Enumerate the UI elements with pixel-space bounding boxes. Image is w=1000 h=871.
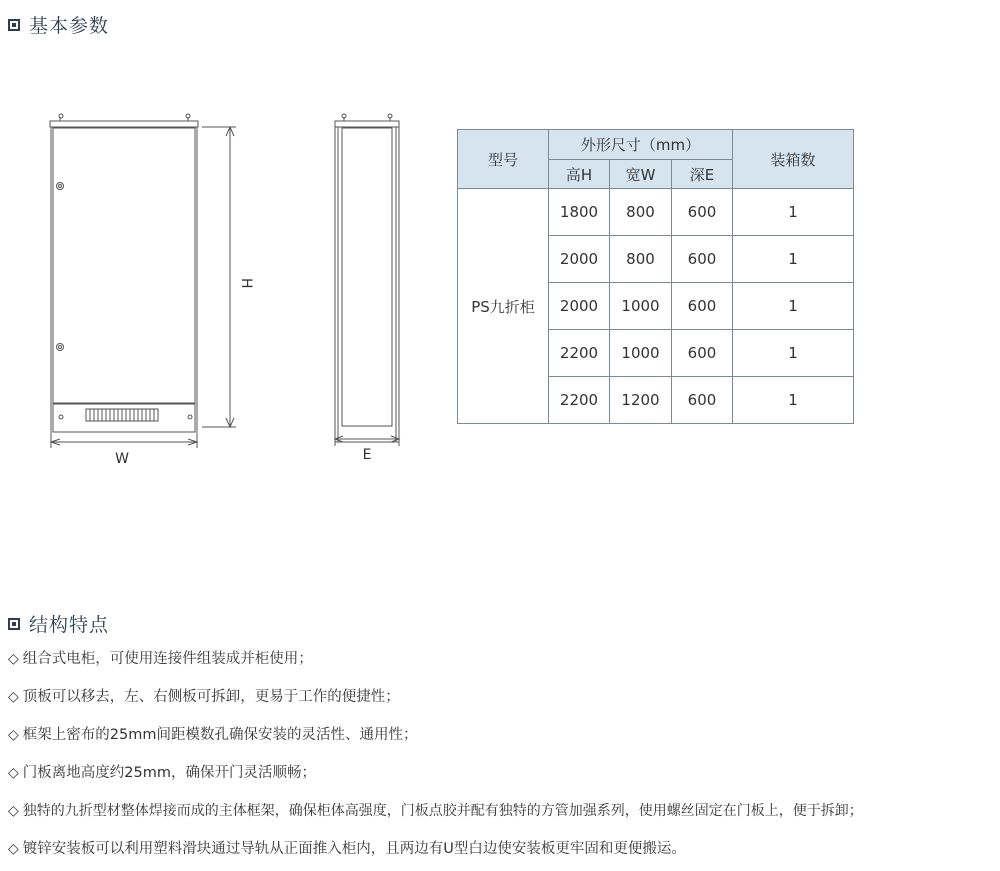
cell-depth: 600 — [672, 189, 733, 236]
cell-model: PS九折柜 — [458, 189, 549, 424]
subheader-height: 高H — [549, 160, 610, 189]
cabinet-drawing-svg — [40, 112, 420, 472]
feature-text: 门板离地高度约25mm，确保开门灵活顺畅； — [22, 765, 316, 781]
feature-text: 组合式电柜，可使用连接件组装成并柜使用； — [22, 651, 313, 667]
diamond-icon: ◇ — [8, 727, 19, 743]
cell-width: 800 — [610, 189, 672, 236]
table-header-row — [458, 130, 854, 160]
feature-text: 框架上密布的25mm间距模数孔确保安装的灵活性、通用性； — [22, 727, 418, 743]
cell-box-count: 1 — [733, 189, 854, 236]
header-box-count: 装箱数 — [733, 130, 854, 189]
list-item — [8, 792, 1000, 830]
section-title-params-text: 基本参数 — [29, 15, 110, 37]
diamond-icon: ◇ — [8, 841, 19, 857]
section-title-params — [8, 11, 109, 38]
dimension-label-e: E — [362, 447, 372, 463]
dimension-label-h: H — [238, 278, 254, 289]
cell-depth: 600 — [672, 236, 733, 283]
list-item — [8, 640, 1000, 678]
subheader-depth: 深E — [672, 160, 733, 189]
section-title-features-text: 结构特点 — [29, 614, 110, 636]
square-bullet-icon — [8, 618, 20, 630]
subheader-width: 宽W — [610, 160, 672, 189]
cell-width: 800 — [610, 236, 672, 283]
diamond-icon: ◇ — [8, 651, 19, 667]
cell-width: 1000 — [610, 330, 672, 377]
list-item — [8, 830, 1000, 868]
diamond-icon: ◇ — [8, 765, 19, 781]
cell-height: 2200 — [549, 377, 610, 424]
cell-height: 2200 — [549, 330, 610, 377]
cell-depth: 600 — [672, 330, 733, 377]
cell-width: 1000 — [610, 283, 672, 330]
cell-depth: 600 — [672, 377, 733, 424]
table-row — [458, 189, 854, 236]
list-item — [8, 678, 1000, 716]
diamond-icon: ◇ — [8, 689, 19, 705]
side-view — [335, 114, 399, 446]
feature-text: 顶板可以移去，左、右侧板可拆卸，更易于工作的便捷性； — [22, 689, 400, 705]
cell-box-count: 1 — [733, 283, 854, 330]
list-item — [8, 716, 1000, 754]
cell-height: 2000 — [549, 283, 610, 330]
cabinet-drawing — [40, 112, 420, 472]
feature-text: 独特的九折型材整体焊接而成的主体框架，确保柜体高强度，门板点胶并配有独特的方管加强系列，使用螺丝固定在门板上，便于拆卸； — [22, 803, 863, 819]
dimension-label-w: W — [115, 451, 129, 467]
cell-height: 1800 — [549, 189, 610, 236]
feature-text: 镀锌安装板可以利用塑料滑块通过导轨从正面推入柜内，且两边有U型白边使安装板更牢固和更便搬运。 — [22, 841, 686, 857]
cell-depth: 600 — [672, 283, 733, 330]
features-list — [8, 640, 1000, 868]
cell-box-count: 1 — [733, 236, 854, 283]
section-title-features — [8, 610, 109, 637]
header-model: 型号 — [458, 130, 549, 189]
list-item — [8, 754, 1000, 792]
cell-box-count: 1 — [733, 377, 854, 424]
cell-width: 1200 — [610, 377, 672, 424]
square-bullet-icon — [8, 19, 20, 31]
header-dimensions: 外形尺寸（mm） — [549, 130, 733, 160]
diamond-icon: ◇ — [8, 803, 19, 819]
front-view — [50, 114, 236, 448]
cell-height: 2000 — [549, 236, 610, 283]
params-table — [457, 129, 854, 424]
cell-box-count: 1 — [733, 330, 854, 377]
